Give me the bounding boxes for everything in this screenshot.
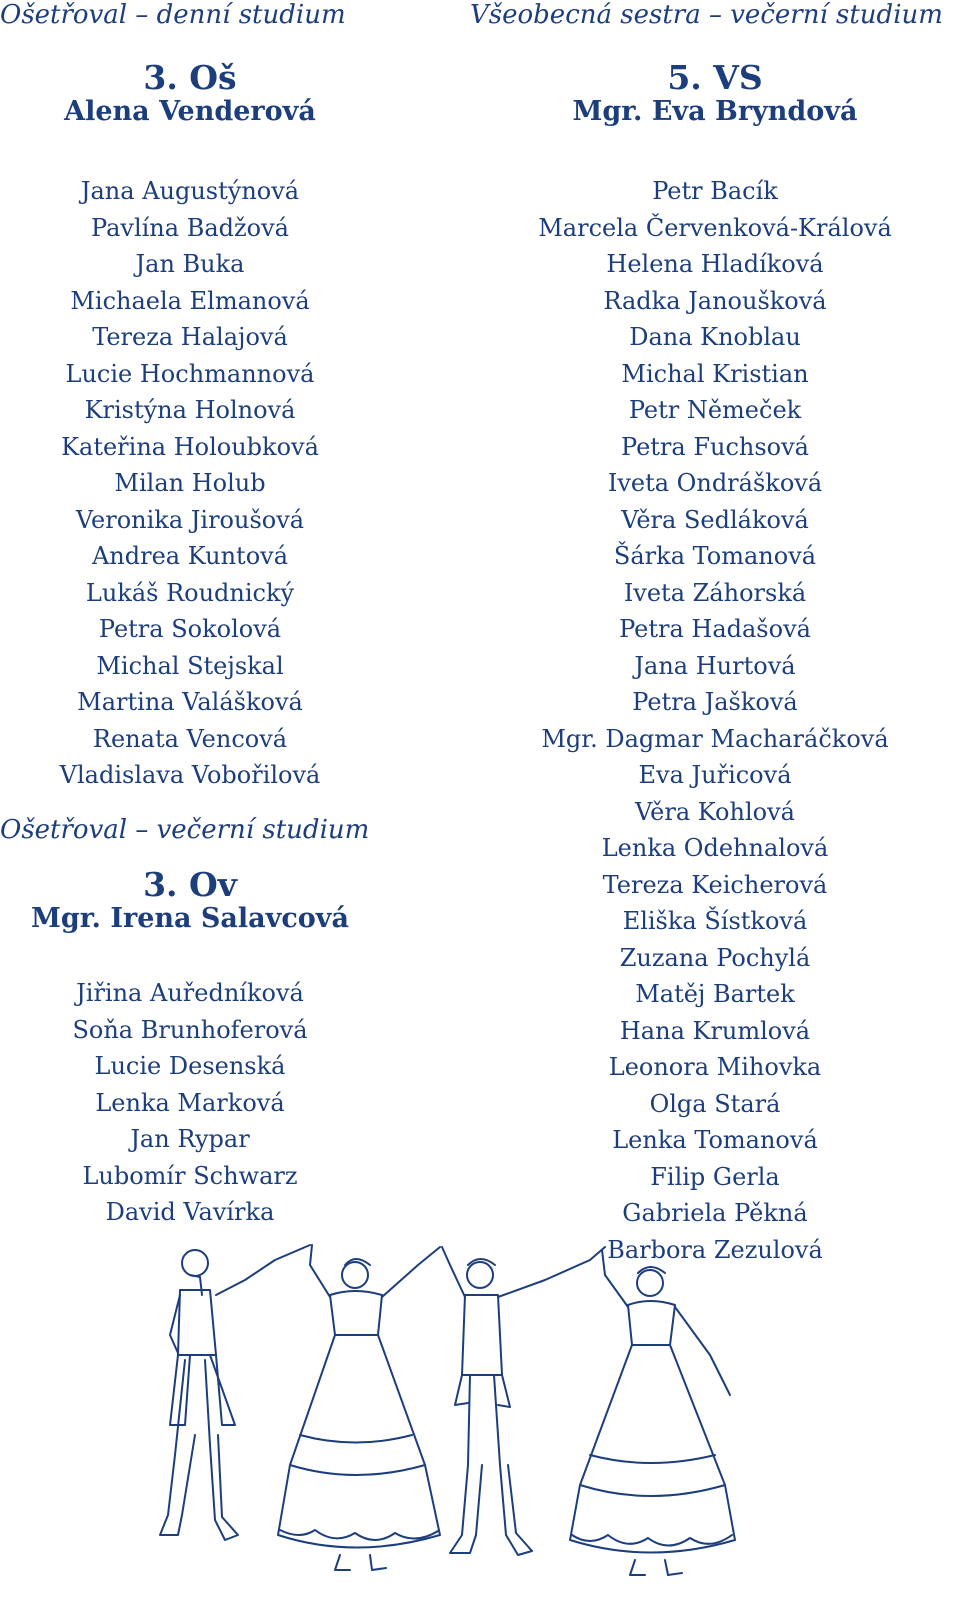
student-name: Hana Krumlová [619,1016,811,1045]
student-name: Vladislava Vobořilová [59,761,321,789]
student-name: Michal Kristian [621,359,809,388]
student-name: Věra Sedláková [621,505,809,534]
student-name: Renata Vencová [92,724,288,753]
student-name: Petr Bacík [652,177,778,205]
student-name: Jana Hurtová [634,651,796,680]
student-name: Milan Holub [114,469,266,497]
student-name: Gabriela Pěkná [622,1199,808,1227]
student-name: Matěj Bartek [635,980,795,1008]
student-name: Marcela Červenková-Králová [538,213,892,242]
student-name: Andrea Kuntová [91,542,289,570]
student-list [470,173,960,1268]
class-block-3-ov [0,815,380,1231]
dancer-man-left-icon [160,1245,310,1540]
student-name: Kristýna Holnová [84,396,296,424]
dancer-woman-right-icon [570,1250,735,1575]
student-name: Jan Buka [135,250,245,278]
student-name: Helena Hladíková [606,250,824,278]
class-teacher: Mgr. Eva Bryndová [572,96,858,127]
student-name: Jan Rypar [130,1125,250,1153]
student-name: Olga Stará [649,1089,781,1118]
dancing-couples-illustration [150,1235,790,1595]
section-title: Ošetřoval – večerní studium [0,815,370,845]
dancer-woman-left-icon [278,1245,440,1570]
student-name: Mgr. Dagmar Macharáčková [541,724,889,753]
class-code: 5. VS [667,58,763,97]
student-name: Věra Kohlová [635,797,795,826]
section-title: Ošetřoval – denní studium [0,0,346,30]
student-name: Tereza Keicherová [602,870,828,899]
student-name: Barbora Zezulová [607,1235,823,1264]
student-name: Lenka Odehnalová [601,834,829,862]
student-name: Jana Augustýnová [80,177,300,205]
student-name: Martina Valášková [77,688,303,716]
student-name: Iveta Ondrášková [607,469,823,497]
student-name: Soňa Brunhoferová [72,1015,308,1044]
student-name: Petra Jašková [632,688,798,716]
student-name: Lenka Marková [95,1088,285,1117]
dancer-man-right-icon [442,1247,605,1555]
student-name: Jiřina Auředníková [76,979,304,1007]
student-name: Petra Sokolová [98,615,282,643]
student-name: Petra Hadašová [619,615,811,643]
class-code: 3. Ov [143,865,237,904]
student-name: David Vavírka [105,1198,275,1226]
student-name: Michal Stejskal [96,651,284,680]
student-name: Michaela Elmanová [70,286,310,315]
student-name: Kateřina Holoubková [61,432,319,461]
student-name: Lucie Desenská [94,1052,286,1080]
student-name: Leonora Mihovka [608,1053,822,1081]
student-name: Šárka Tomanová [613,542,817,570]
student-name: Filip Gerla [650,1162,780,1191]
student-name: Lukáš Roudnický [85,578,295,607]
student-name: Lubomír Schwarz [82,1161,298,1190]
student-name: Veronika Jiroušová [75,505,305,534]
student-list [0,975,380,1231]
class-teacher: Mgr. Irena Salavcová [31,903,349,934]
student-name: Pavlína Badžová [91,213,289,242]
student-name: Dana Knoblau [629,323,801,351]
class-block-3-os [0,0,380,794]
student-name: Iveta Záhorská [623,578,807,607]
student-name: Petr Němeček [628,396,802,424]
student-name: Tereza Halajová [92,323,288,351]
section-title: Všeobecná sestra – večerní studium [470,0,943,30]
student-name: Eva Juřicová [638,761,792,789]
student-name: Lenka Tomanová [612,1126,818,1154]
student-name: Lucie Hochmannová [65,359,315,388]
student-list [0,173,380,794]
student-name: Radka Janoušková [603,286,827,315]
student-name: Eliška Šístková [622,907,808,935]
student-name: Petra Fuchsová [621,432,809,461]
class-teacher: Alena Venderová [64,96,316,127]
student-name: Zuzana Pochylá [619,943,811,972]
class-block-5-vs [470,0,960,1268]
class-code: 3. Oš [143,58,237,97]
